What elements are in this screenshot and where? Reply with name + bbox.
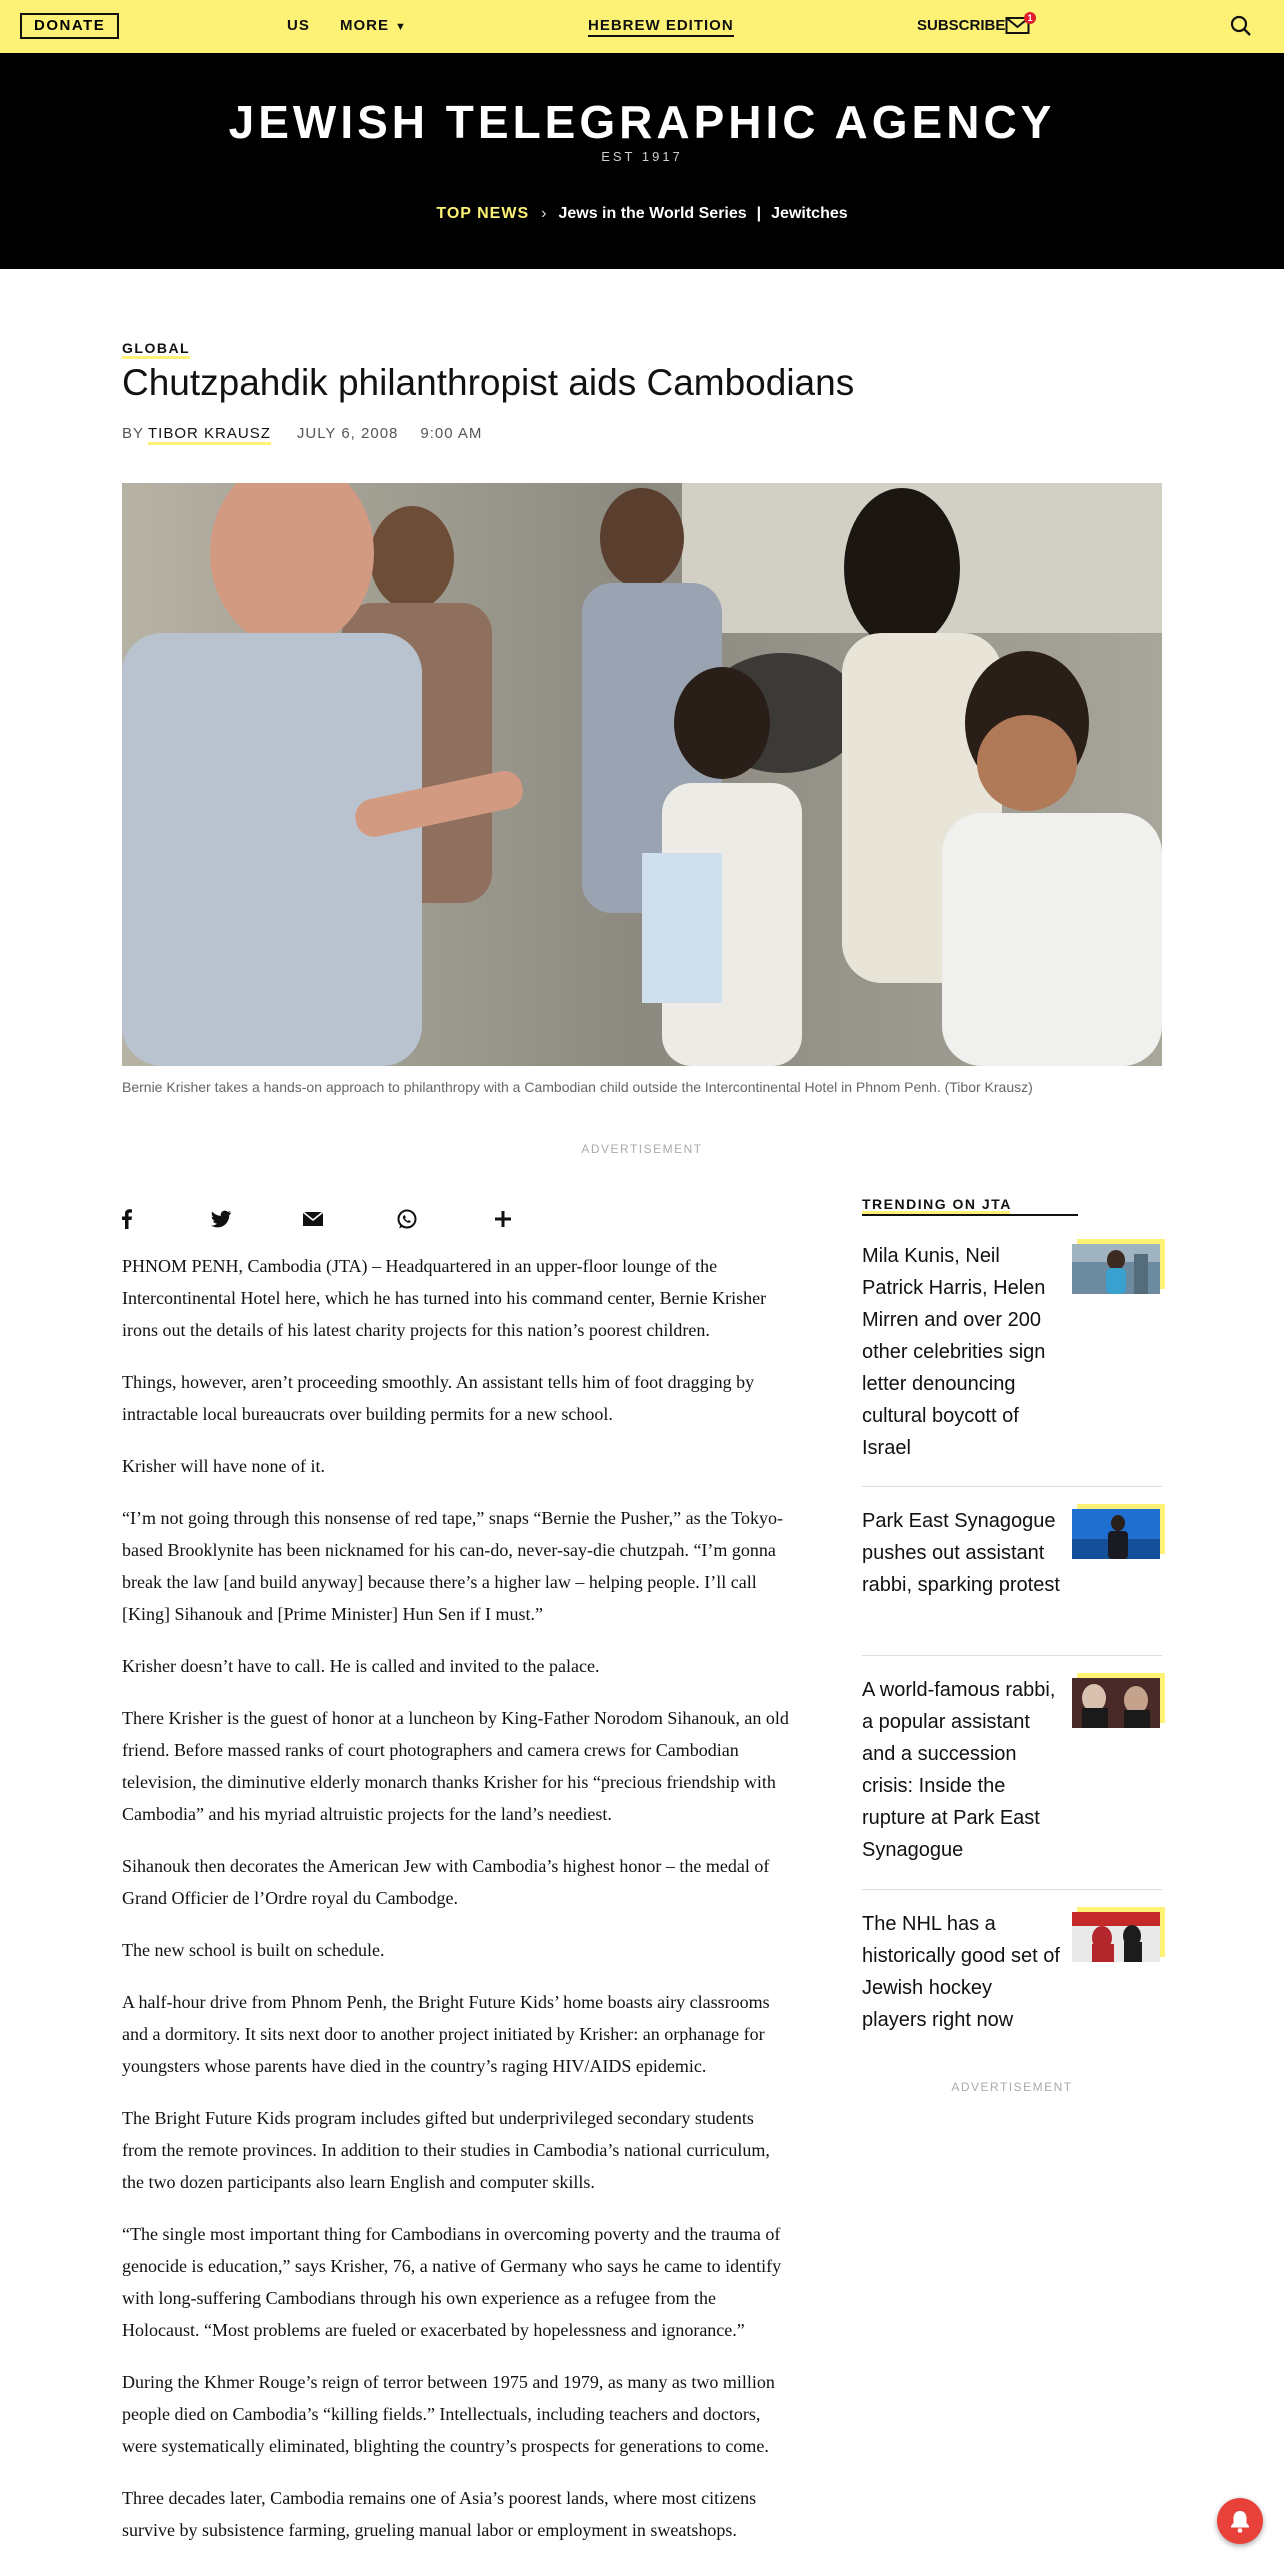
trending-thumbnail-illustration [1072,1509,1160,1559]
bell-icon [1217,2498,1263,2544]
trending-thumbnail[interactable] [1072,1912,1160,1962]
chevron-right-icon: › [541,205,547,222]
article-paragraph: PHNOM PENH, Cambodia (JTA) – Headquartered in an upper-floor lounge of the Intercontinental Hotel here, which he has turned into his command center, Bernie Krisher irons out the details of his latest charity projects for this nation’s poorest children. [122,1256,767,1340]
trending-thumbnail[interactable] [1072,1509,1160,1559]
divider [862,1889,1162,1890]
divider [862,1486,1162,1487]
trending-item[interactable] [862,1505,1162,1645]
trending-thumbnail-illustration [1072,1244,1160,1294]
article-paragraph: Krisher will have none of it. [122,1456,325,1476]
trending-title[interactable]: The NHL has a historically good set of Jewish hockey players right now [862,1913,1060,2031]
trending-item[interactable] [862,1908,1162,2048]
divider: | [756,205,762,222]
article-paragraph: “I’m not going through this nonsense of red tape,” snaps “Bernie the Pusher,” as the Tokyo-based Brooklynite has been nicknamed for his can-do, never-say-die chutzpah. “I’m gonna break the law [and build anyway] because there’s a higher law – helping people. I’ll call [King] Sihanouk and [Prime Minister] Hun Sen if I must.” [122,1508,784,1624]
trending-heading-label: TRENDING ON JTA [862,1196,1012,1212]
article-body [122,1250,790,2566]
trending-title[interactable]: Mila Kunis, Neil Patrick Harris, Helen Mirren and over 200 other celebrities sign letter denouncing cultural boycott of Israel [862,1245,1046,1459]
hebrew-edition-link[interactable]: HEBREW EDITION [588,17,734,37]
article-paragraph: A half-hour drive from Phnom Penh, the Bright Future Kids’ home boasts airy classrooms and a dormitory. It sits next door to another project initiated by Krisher: an orphanage for youngsters whose parents have died in the country’s raging HIV/AIDS epidemic. [122,1992,770,2076]
search-icon[interactable] [1229,14,1253,38]
trending-thumbnail[interactable] [1072,1678,1160,1728]
category-tag[interactable]: GLOBAL [122,340,190,359]
top-news-bar [0,205,1284,223]
masthead [0,53,1284,269]
article-paragraph: The Bright Future Kids program includes gifted but underprivileged secondary students from the remote provinces. In addition to their studies in Cambodia’s national curriculum, the two dozen participants also learn English and computer skills. [122,2108,770,2192]
hero-photo-illustration [122,483,1162,1066]
byline-prefix: BY [122,425,145,442]
facebook-icon[interactable] [116,1208,138,1230]
advertisement-label: ADVERTISEMENT [581,1142,703,1156]
article-paragraph: There Krisher is the guest of honor at a luncheon by King-Father Norodom Sihanouk, an old friend. Before massed ranks of court photographers and camera crews for Cambodian television, the diminutive elderly monarch thanks Krisher for his “precious friendship with Cambodia” and his myriad altruistic projects for the land’s neediest. [122,1708,789,1824]
photo-caption: Bernie Krisher takes a hands-on approach to philanthropy with a Cambodian child outside the Intercontinental Hotel in Phnom Penh. (Tibor Krausz) [122,1079,1033,1095]
nav-us-link[interactable]: US [287,17,310,34]
more-share-icon[interactable] [492,1208,514,1230]
top-bar [0,0,1284,53]
trending-heading [862,1196,1012,1212]
top-news-label: TOP NEWS [436,205,530,222]
subscribe-link[interactable]: SUBSCRIBE [917,17,1006,34]
publish-time: 9:00 AM [420,425,483,442]
publish-date: JULY 6, 2008 [296,425,399,442]
trending-thumbnail-illustration [1072,1678,1160,1728]
notification-badge: 1 [1024,12,1036,24]
author-link[interactable]: TIBOR KRAUSZ [148,425,271,445]
top-news-link[interactable]: Jewitches [771,205,848,222]
article-paragraph: “The single most important thing for Cambodians in overcoming poverty and the trauma of genocide is education,” says Krisher, 76, a native of Germany who says he came to identify with long-suffering Cambodians through his own experience as a refugee from the Holocaust. “Most problems are fueled or exacerbated by hopelessness and ignorance.” [122,2224,782,2340]
article-headline: Chutzpahdik philanthropist aids Cambodians [122,362,855,403]
twitter-icon[interactable] [210,1208,232,1230]
sidebar-advertisement-label: ADVERTISEMENT [951,2080,1073,2094]
nav-more-label: MORE [340,17,389,34]
trending-item[interactable] [862,1240,1162,1470]
trending-thumbnail-illustration [1072,1912,1160,1962]
article-paragraph: Things, however, aren’t proceeding smoothly. An assistant tells him of foot dragging by intractable local bureaucrats over building permits for a new school. [122,1372,755,1424]
donate-button[interactable]: DONATE [20,13,119,39]
article-paragraph: Krisher doesn’t have to call. He is called and invited to the palace. [122,1656,600,1676]
trending-title[interactable]: Park East Synagogue pushes out assistant rabbi, sparking protest [862,1510,1060,1596]
hero-photo [122,483,1162,1066]
trending-thumbnail[interactable] [1072,1244,1160,1294]
notification-bell-button[interactable] [1217,2498,1263,2544]
caret-down-icon: ▼ [395,21,407,33]
site-logo[interactable]: JEWISH TELEGRAPHIC AGENCY [228,96,1056,148]
trending-title[interactable]: A world-famous rabbi, a popular assistant and a succession crisis: Inside the rupture at Park East Synagogue [862,1679,1056,1861]
byline [122,425,482,442]
email-share-icon[interactable] [302,1208,324,1230]
established-year: EST 1917 [601,149,683,164]
article-paragraph: The new school is built on schedule. [122,1940,385,1960]
whatsapp-icon[interactable] [396,1208,418,1230]
top-news-link[interactable]: Jews in the World Series [558,205,747,222]
divider [862,1655,1162,1656]
trending-item[interactable] [862,1674,1162,1874]
nav-more-menu[interactable] [340,17,407,34]
article-paragraph: Sihanouk then decorates the American Jew with Cambodia’s highest honor – the medal of Grand Officier de l’Ordre royal du Cambodge. [122,1856,770,1908]
article-paragraph: During the Khmer Rouge’s reign of terror between 1975 and 1979, as many as two million people died on Cambodia’s “killing fields.” Intellectuals, including teachers and doctors, were systematically eliminated, blighting the country’s prospects for generations to come. [122,2372,775,2456]
article-paragraph: Three decades later, Cambodia remains one of Asia’s poorest lands, where most citizens survive by subsistence farming, grueling manual labor or employment in sweatshops. [122,2488,757,2540]
